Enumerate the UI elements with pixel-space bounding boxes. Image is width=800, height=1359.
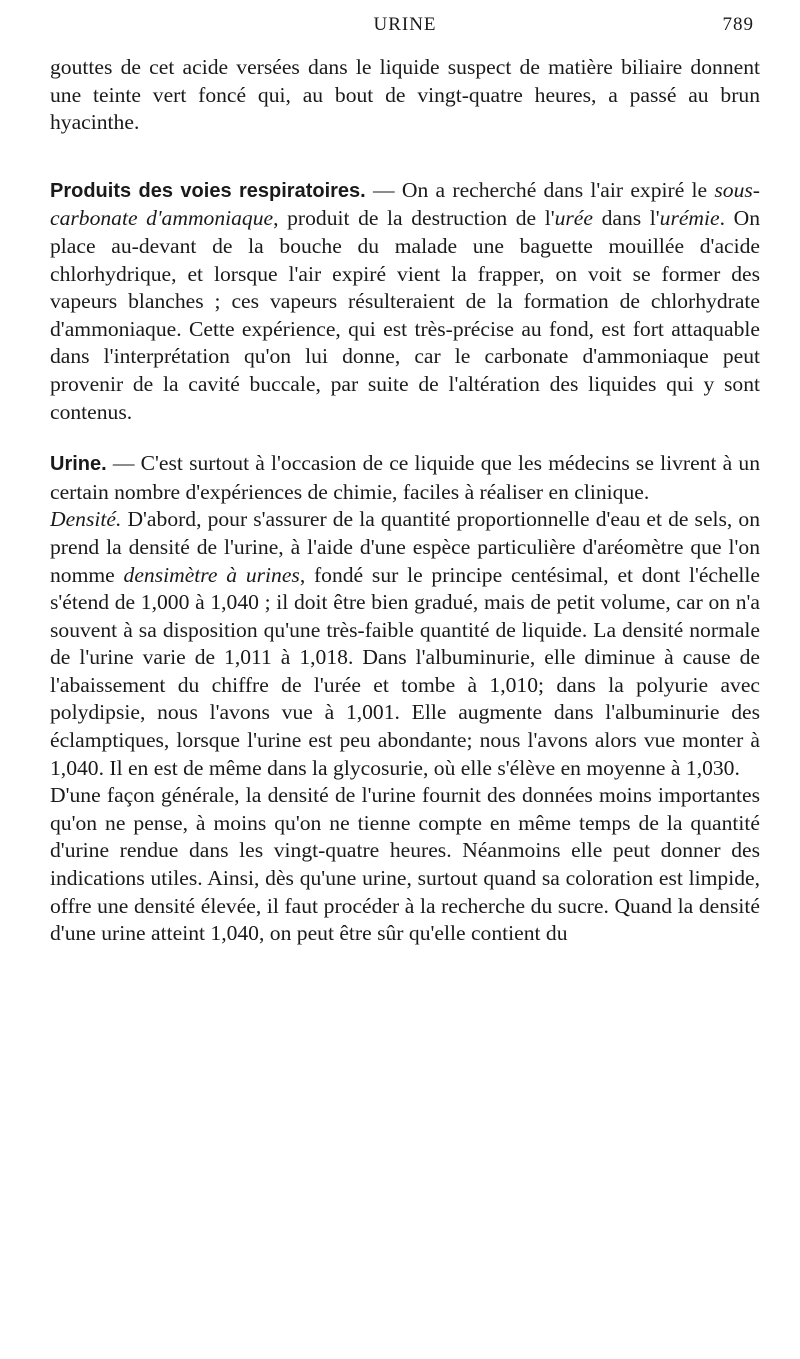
- running-head: [50, 14, 760, 44]
- text-segment: — C'est surtout à l'occasion de ce liquide que les médecins se livrent à un certain nombre d'expériences de chimie, faciles à réaliser en clinique.: [50, 451, 760, 504]
- text-segment: . On place au-devant de la bouche du malade une baguette mouillée d'acide chlorhydrique, et lorsque l'air expiré vient la frapper, on voit se former des vapeurs blanches ; ces vapeurs résulteraient de la formation de chlorhydrate d'ammoniaque. Cette expérience, qui est très-précise au fond, est fort attaquable dans l'interprétation qu'on lui donne, car le carbonate d'ammoniaque peut provenir de la cavité buccale, par suite de l'altération des liquides qui y sont contenus.: [50, 206, 760, 424]
- italic-term: Densité.: [50, 507, 122, 532]
- section-heading-respiratory: Produits des voies respiratoires.: [50, 179, 366, 202]
- italic-term: sous-carbonate d'ammoniaque: [50, 177, 760, 231]
- italic-term: urémie: [659, 206, 720, 231]
- paragraph-density: [50, 506, 760, 782]
- italic-term: urée: [554, 206, 593, 231]
- page-number: 789: [722, 14, 754, 35]
- text-segment: D'abord, pour s'assurer de la quantité proportionnelle d'eau et de sels, on prend la densité de l'urine, à l'aide d'une espèce particulière d'aréomètre que l'on nomme: [50, 507, 760, 587]
- text-segment: — On a recherché dans l'air expiré le: [365, 177, 715, 202]
- text-segment: , fondé sur le principe centésimal, et dont l'échelle s'étend de 1,000 à 1,040 ; il doit être bien gradué, mais de petit volume, car on n'a souvent à sa disposition qu'une très-faible quantité de liquide. La densité normale de l'urine varie de 1,011 à 1,018. Dans l'albuminurie, elle diminue à cause de l'abaissement du chiffre de l'urée et tombe à 1,010; dans la polyurie avec polydipsie, nous l'avons vue à 1,001. Elle augmente dans l'albuminurie des éclamptiques, lorsque l'urine est peu abondante; nous l'avons alors vue monter à 1,040. Il en est de même dans la glycosurie, où elle s'élève en moyenne à 1,030.: [50, 562, 760, 780]
- book-page: [50, 14, 760, 948]
- italic-term: densimètre à urines: [123, 562, 300, 587]
- paragraph-density-general: D'une façon générale, la densité de l'urine fournit des données moins importantes qu'on ne pense, à moins qu'on ne tienne compte en même temps de la quantité d'urine rendue dans les vingt-quatre heures. Néanmoins elle peut donner des indications utiles. Ainsi, dès qu'une urine, surtout quand sa coloration est limpide, offre une densité élevée, il faut procéder à la recherche du sucre. Quand la densité d'une urine atteint 1,040, on peut être sûr qu'elle contient du: [50, 783, 760, 946]
- paragraph-urine: [50, 450, 760, 506]
- text-segment: dans l': [592, 206, 660, 231]
- running-title: URINE: [373, 14, 437, 35]
- text-segment: , produit de la destruction de l': [273, 206, 555, 231]
- paragraph-respiratory-products: [50, 177, 760, 426]
- section-heading-urine: Urine.: [50, 453, 107, 476]
- paragraph-continuation: gouttes de cet acide versées dans le liquide suspect de matière biliaire donnent une teinte vert foncé qui, au bout de vingt-quatre heures, a passé au brun hyacinthe.: [50, 55, 760, 135]
